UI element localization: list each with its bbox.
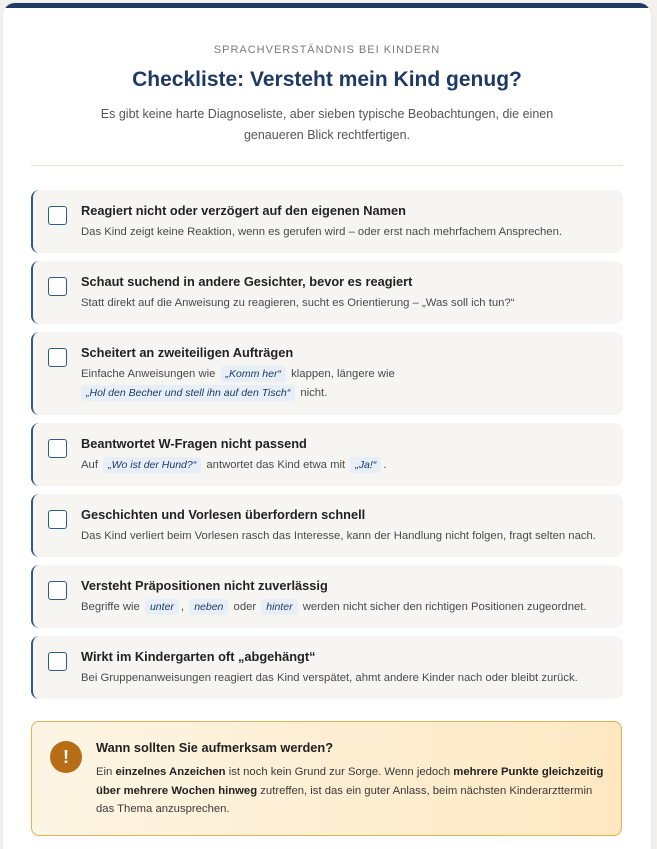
warning-text-part: Ein: [96, 766, 113, 778]
exclamation-icon: !: [50, 741, 82, 773]
divider: [31, 165, 623, 166]
checklist-item-prepositions: [31, 565, 623, 628]
desc-text: oder: [233, 601, 257, 613]
item-title: Scheitert an zweiteiligen Aufträgen: [81, 345, 294, 360]
item-title: Geschichten und Vorlesen überfordern schnell: [81, 507, 366, 522]
item-description: Bei Gruppenanweisungen reagiert das Kind verspätet, ahmt andere Kinder nach oder bleibt zurück.: [81, 672, 578, 684]
example-tag: „Ja!“: [350, 457, 381, 473]
item-title: Wirkt im Kindergarten oft „abgehängt“: [81, 649, 316, 664]
example-tag: „Wo ist der Hund?“: [103, 457, 201, 473]
desc-text: Begriffe wie: [81, 601, 140, 613]
item-title: Reagiert nicht oder verzögert auf den eigenen Namen: [81, 203, 406, 218]
item-title: Schaut suchend in andere Gesichter, bevor es reagiert: [81, 274, 413, 289]
top-accent-bar: [3, 3, 651, 8]
checklist-card: [3, 3, 651, 849]
example-tag: hinter: [261, 599, 297, 615]
desc-text: klappen, längere wie: [291, 368, 395, 380]
desc-text: .: [383, 459, 387, 471]
checkbox[interactable]: [48, 510, 67, 529]
item-description: Das Kind verliert beim Vorlesen rasch das Interesse, kann der Handlung nicht folgen, fragt selten nach.: [81, 530, 596, 542]
checklist-item-two-part: [31, 332, 623, 415]
warning-emphasis: mehrere Punkte gleichzeitig über mehrere Wochen hinweg: [96, 766, 604, 797]
example-tag: unter: [145, 599, 179, 615]
warning-title: Wann sollten Sie aufmerksam werden?: [96, 740, 334, 755]
item-description: [81, 365, 609, 403]
warning-text-part: ist noch kein Grund zur Sorge. Wenn jedoch: [228, 766, 451, 778]
checklist-item-stories: [31, 494, 623, 557]
item-description: [81, 598, 609, 617]
warning-callout: [31, 721, 622, 836]
checklist-item-faces: [31, 261, 623, 324]
header: [3, 44, 651, 146]
checkbox[interactable]: [48, 206, 67, 225]
desc-text: Auf: [81, 459, 98, 471]
desc-text: ,: [180, 601, 185, 613]
intro-text: Es gibt keine harte Diagnoseliste, aber sieben typische Beobachtungen, die einen genaueren Blick rechtfertigen.: [100, 107, 554, 142]
desc-text: nicht.: [300, 387, 328, 399]
checkbox[interactable]: [48, 652, 67, 671]
page-title: Checkliste: Versteht mein Kind genug?: [132, 68, 522, 91]
warning-text-part: zutreffen, ist das ein guter Anlass, beim nächsten Kinderarzttermin das Thema anzusprechen.: [96, 784, 593, 815]
example-tag: neben: [189, 599, 228, 615]
example-tag: „Komm her“: [221, 366, 286, 382]
warning-text: [96, 763, 605, 819]
checklist-item-w-questions: [31, 423, 623, 486]
item-title: Versteht Präpositionen nicht zuverlässig: [81, 578, 328, 593]
example-tag: „Hol den Becher und stell ihn auf den Tisch“: [81, 385, 295, 401]
checkbox[interactable]: [48, 277, 67, 296]
checkbox[interactable]: [48, 581, 67, 600]
checklist-item-kindergarten: [31, 636, 623, 699]
item-description: Statt direkt auf die Anweisung zu reagieren, sucht es Orientierung – „Was soll ich tun?“: [81, 297, 515, 309]
item-title: Beantwortet W-Fragen nicht passend: [81, 436, 307, 451]
item-description: Das Kind zeigt keine Reaktion, wenn es gerufen wird – oder erst nach mehrfachem Ansprechen.: [81, 226, 563, 238]
desc-text: Einfache Anweisungen wie: [81, 368, 216, 380]
checklist-item-name: [31, 190, 623, 253]
checklist: [31, 190, 623, 699]
warning-emphasis: einzelnes Anzeichen: [115, 766, 226, 778]
kicker: SPRACHVERSTÄNDNIS BEI KINDERN: [213, 44, 441, 56]
item-description: [81, 456, 609, 475]
desc-text: antwortet das Kind etwa mit: [206, 459, 346, 471]
desc-text: werden nicht sicher den richtigen Positionen zugeordnet.: [302, 601, 587, 613]
checkbox[interactable]: [48, 439, 67, 458]
checkbox[interactable]: [48, 348, 67, 367]
